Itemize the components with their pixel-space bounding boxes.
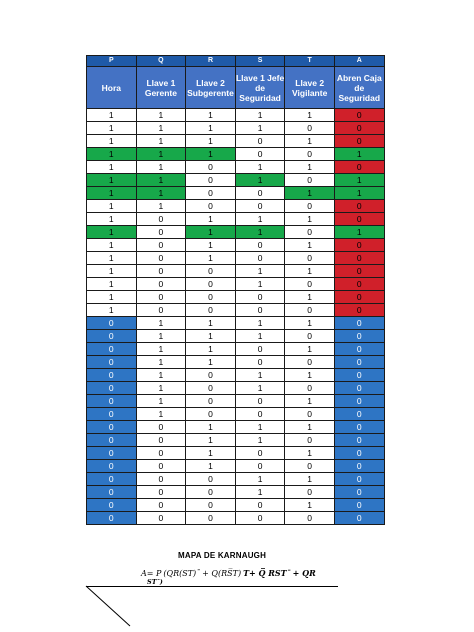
- table-cell: 1: [87, 109, 137, 122]
- table-cell: 1: [285, 161, 335, 174]
- table-cell: 1: [136, 356, 186, 369]
- table-cell: 0: [285, 278, 335, 291]
- table-cell: 0: [235, 395, 285, 408]
- table-cell: 0: [334, 447, 384, 460]
- table-cell: 1: [285, 473, 335, 486]
- table-cell: 0: [334, 343, 384, 356]
- table-cell: 0: [235, 304, 285, 317]
- table-cell: 1: [285, 499, 335, 512]
- table-cell: 0: [285, 226, 335, 239]
- table-cell: 0: [235, 460, 285, 473]
- table-cell: 0: [334, 122, 384, 135]
- table-cell: 1: [285, 395, 335, 408]
- table-cell: 1: [235, 486, 285, 499]
- table-cell: 1: [136, 395, 186, 408]
- table-cell: 0: [334, 252, 384, 265]
- table-cell: 0: [87, 512, 137, 525]
- table-cell: 0: [334, 421, 384, 434]
- table-cell: 0: [285, 382, 335, 395]
- table-cell: 0: [235, 252, 285, 265]
- table-cell: 0: [136, 304, 186, 317]
- table-cell: 0: [235, 200, 285, 213]
- table-cell: 0: [235, 408, 285, 421]
- table-cell: 1: [334, 226, 384, 239]
- table-cell: 0: [136, 421, 186, 434]
- table-cell: 0: [87, 343, 137, 356]
- table-cell: 1: [235, 278, 285, 291]
- table-cell: 1: [186, 421, 236, 434]
- table-cell: 1: [87, 278, 137, 291]
- table-cell: 1: [186, 434, 236, 447]
- table-cell: 0: [136, 239, 186, 252]
- table-cell: 1: [235, 369, 285, 382]
- table-cell: 1: [285, 291, 335, 304]
- table-cell: 0: [136, 447, 186, 460]
- table-cell: 1: [136, 148, 186, 161]
- table-cell: 0: [235, 512, 285, 525]
- table-cell: 0: [186, 382, 236, 395]
- table-cell: 1: [186, 122, 236, 135]
- table-cell: 1: [136, 369, 186, 382]
- table-cell: 1: [285, 265, 335, 278]
- table-cell: 0: [235, 291, 285, 304]
- table-cell: 1: [235, 109, 285, 122]
- table-cell: 1: [334, 148, 384, 161]
- table-cell: 1: [186, 148, 236, 161]
- table-cell: 1: [136, 408, 186, 421]
- table-cell: 1: [136, 122, 186, 135]
- table-cell: 0: [87, 460, 137, 473]
- table-cell: 0: [186, 278, 236, 291]
- table-cell: 1: [136, 135, 186, 148]
- table-cell: 1: [136, 330, 186, 343]
- column-header: Llave 1 Jefe de Seguridad: [235, 67, 285, 109]
- table-cell: 0: [186, 499, 236, 512]
- table-cell: 0: [334, 512, 384, 525]
- table-cell: 0: [285, 200, 335, 213]
- table-cell: 1: [186, 447, 236, 460]
- table-cell: 0: [334, 499, 384, 512]
- table-cell: 1: [87, 252, 137, 265]
- table-cell: 0: [87, 369, 137, 382]
- table-cell: 0: [285, 434, 335, 447]
- table-cell: 0: [334, 330, 384, 343]
- table-cell: 0: [334, 356, 384, 369]
- table-cell: 1: [235, 265, 285, 278]
- table-cell: 0: [87, 330, 137, 343]
- table-cell: 1: [285, 239, 335, 252]
- table-cell: 0: [186, 486, 236, 499]
- table-cell: 0: [186, 408, 236, 421]
- table-cell: 1: [87, 265, 137, 278]
- table-cell: 1: [87, 304, 137, 317]
- table-cell: 0: [136, 460, 186, 473]
- table-cell: 0: [334, 382, 384, 395]
- expr-term-2: + Q(RS̅T): [202, 569, 242, 578]
- table-cell: 0: [136, 265, 186, 278]
- table-cell: 0: [136, 473, 186, 486]
- table-cell: 0: [87, 473, 137, 486]
- table-cell: 1: [285, 213, 335, 226]
- table-cell: 1: [87, 291, 137, 304]
- table-cell: 1: [87, 122, 137, 135]
- table-cell: 1: [186, 109, 236, 122]
- table-cell: 0: [136, 499, 186, 512]
- table-cell: 1: [285, 343, 335, 356]
- table-cell: 0: [87, 317, 137, 330]
- table-cell: 1: [235, 122, 285, 135]
- table-cell: 1: [186, 330, 236, 343]
- table-cell: 1: [186, 135, 236, 148]
- table-cell: 1: [235, 161, 285, 174]
- table-cell: 0: [285, 174, 335, 187]
- table-cell: 0: [334, 317, 384, 330]
- table-cell: 0: [235, 447, 285, 460]
- table-cell: 0: [136, 291, 186, 304]
- table-cell: 1: [334, 174, 384, 187]
- variable-letter: Q: [136, 56, 186, 67]
- table-cell: 1: [235, 473, 285, 486]
- table-cell: 0: [334, 304, 384, 317]
- table-cell: 0: [186, 187, 236, 200]
- table-cell: 0: [334, 239, 384, 252]
- expr-term-3: T+ Q̅ RST¯: [243, 568, 291, 578]
- table-cell: 0: [186, 512, 236, 525]
- table-cell: 1: [87, 148, 137, 161]
- table-cell: 0: [87, 434, 137, 447]
- table-cell: 0: [334, 213, 384, 226]
- table-cell: 0: [334, 473, 384, 486]
- table-cell: 1: [235, 382, 285, 395]
- table-cell: 0: [136, 278, 186, 291]
- table-cell: 0: [136, 434, 186, 447]
- table-cell: 0: [285, 122, 335, 135]
- table-cell: 1: [186, 226, 236, 239]
- table-cell: 0: [334, 369, 384, 382]
- table-cell: 1: [285, 109, 335, 122]
- table-cell: 1: [136, 200, 186, 213]
- table-cell: 0: [334, 109, 384, 122]
- table-cell: 1: [235, 421, 285, 434]
- table-cell: 1: [235, 174, 285, 187]
- table-cell: 1: [334, 187, 384, 200]
- table-cell: 1: [235, 213, 285, 226]
- column-header: Llave 2 Vigilante: [285, 67, 335, 109]
- table-cell: 0: [334, 135, 384, 148]
- table-cell: 0: [334, 278, 384, 291]
- table-cell: 1: [285, 187, 335, 200]
- table-cell: 1: [87, 226, 137, 239]
- table-cell: 0: [235, 499, 285, 512]
- table-cell: 1: [186, 252, 236, 265]
- table-cell: 1: [87, 239, 137, 252]
- table-cell: 0: [235, 239, 285, 252]
- column-header: Hora: [87, 67, 137, 109]
- table-cell: 1: [136, 317, 186, 330]
- table-cell: 0: [334, 291, 384, 304]
- table-cell: 0: [186, 369, 236, 382]
- variable-letter: A: [334, 56, 384, 67]
- table-cell: 1: [186, 317, 236, 330]
- table-cell: 0: [136, 226, 186, 239]
- table-cell: 0: [136, 213, 186, 226]
- table-cell: 0: [87, 382, 137, 395]
- table-cell: 0: [186, 395, 236, 408]
- table-cell: 1: [136, 161, 186, 174]
- expr-lhs: A= P: [141, 569, 162, 578]
- table-cell: 1: [285, 135, 335, 148]
- table-cell: 1: [186, 343, 236, 356]
- column-header: Llave 1 Gerente: [136, 67, 186, 109]
- table-cell: 0: [186, 473, 236, 486]
- table-cell: 0: [334, 200, 384, 213]
- table-cell: 1: [136, 343, 186, 356]
- table-cell: 0: [87, 395, 137, 408]
- table-cell: 0: [186, 291, 236, 304]
- table-cell: 0: [235, 343, 285, 356]
- table-cell: 0: [285, 304, 335, 317]
- table-cell: 1: [136, 187, 186, 200]
- table-cell: 0: [186, 161, 236, 174]
- table-cell: 0: [87, 421, 137, 434]
- table-cell: 1: [285, 369, 335, 382]
- table-cell: 1: [186, 213, 236, 226]
- table-cell: 0: [87, 486, 137, 499]
- table-cell: 1: [186, 356, 236, 369]
- table-cell: 1: [87, 174, 137, 187]
- table-cell: 0: [285, 252, 335, 265]
- table-cell: 1: [285, 421, 335, 434]
- table-cell: 1: [87, 187, 137, 200]
- table-cell: 1: [186, 239, 236, 252]
- variable-letter: R: [186, 56, 236, 67]
- table-cell: 0: [87, 356, 137, 369]
- variable-letter: P: [87, 56, 137, 67]
- variable-letter: S: [235, 56, 285, 67]
- table-cell: 1: [235, 317, 285, 330]
- expr-term-1: (QR(ST)¯: [163, 569, 201, 578]
- table-cell: 0: [285, 356, 335, 369]
- table-cell: 0: [87, 408, 137, 421]
- table-cell: 1: [186, 460, 236, 473]
- table-cell: 0: [285, 408, 335, 421]
- kmap-title: MAPA DE KARNAUGH: [178, 551, 267, 560]
- table-cell: 0: [285, 460, 335, 473]
- table-cell: 1: [87, 213, 137, 226]
- table-cell: 0: [334, 395, 384, 408]
- table-cell: 0: [235, 187, 285, 200]
- variable-letter: T: [285, 56, 335, 67]
- table-cell: 1: [235, 226, 285, 239]
- table-cell: 0: [334, 434, 384, 447]
- table-cell: 0: [285, 512, 335, 525]
- table-cell: 0: [186, 304, 236, 317]
- expr-term-4: + QR: [292, 568, 316, 578]
- table-cell: 1: [235, 330, 285, 343]
- table-cell: 0: [285, 148, 335, 161]
- table-cell: 1: [136, 382, 186, 395]
- table-cell: 0: [87, 447, 137, 460]
- table-cell: 0: [186, 200, 236, 213]
- table-cell: 0: [235, 148, 285, 161]
- table-cell: 1: [285, 317, 335, 330]
- table-cell: 0: [334, 460, 384, 473]
- table-cell: 0: [285, 330, 335, 343]
- table-cell: 1: [235, 434, 285, 447]
- table-cell: 1: [136, 174, 186, 187]
- table-cell: 0: [136, 512, 186, 525]
- table-cell: 1: [87, 161, 137, 174]
- column-header: Llave 2 Subgerente: [186, 67, 236, 109]
- table-cell: 0: [235, 356, 285, 369]
- table-cell: 1: [87, 135, 137, 148]
- table-cell: 0: [285, 486, 335, 499]
- table-cell: 0: [87, 499, 137, 512]
- table-cell: 1: [285, 447, 335, 460]
- table-cell: 0: [334, 408, 384, 421]
- kmap-diagonal-line: [86, 586, 130, 626]
- column-header: Abren Caja de Seguridad: [334, 67, 384, 109]
- table-cell: 0: [186, 265, 236, 278]
- table-cell: 0: [334, 265, 384, 278]
- table-cell: 1: [87, 200, 137, 213]
- table-cell: 0: [334, 161, 384, 174]
- table-cell: 0: [334, 486, 384, 499]
- table-cell: 0: [186, 174, 236, 187]
- table-cell: 0: [235, 135, 285, 148]
- table-cell: 1: [136, 109, 186, 122]
- expr-subscript: ST¯): [147, 578, 163, 586]
- table-cell: 0: [136, 486, 186, 499]
- table-cell: 0: [136, 252, 186, 265]
